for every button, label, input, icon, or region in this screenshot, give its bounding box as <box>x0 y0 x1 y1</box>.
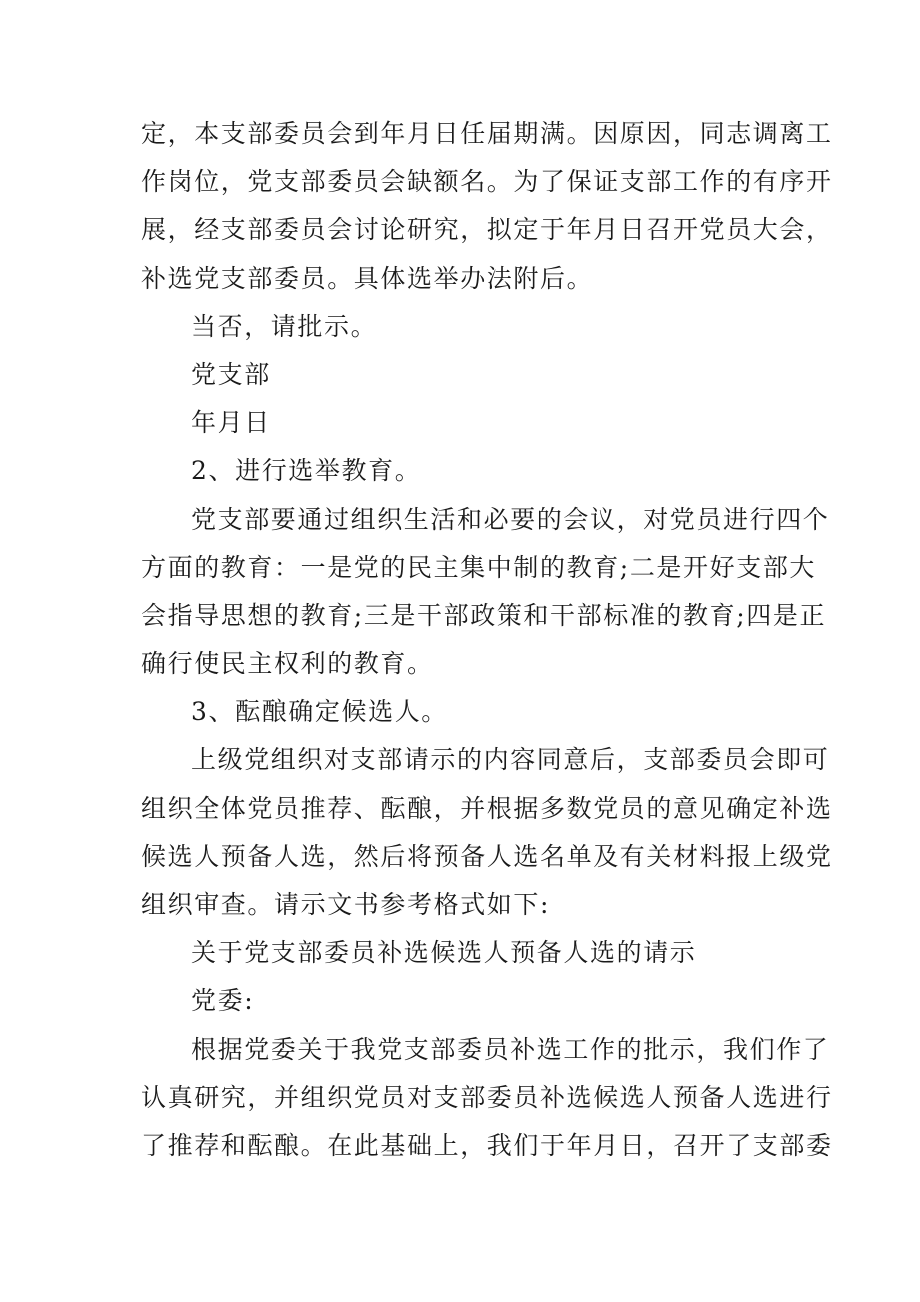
text-line: 会指导思想的教育;三是干部政策和干部标准的教育;四是正 <box>141 600 827 630</box>
text-line: 组织审查。请示文书参考格式如下: <box>141 890 551 919</box>
text-line: 上级党组织对支部请示的内容同意后，支部委员会即可 <box>191 745 830 775</box>
salutation: 党委: <box>191 986 255 1016</box>
signature-party-branch: 党支部 <box>191 359 271 389</box>
section-heading: 2、进行选举教育。 <box>191 456 422 486</box>
document-body <box>141 110 833 1170</box>
text-line: 定，本支部委员会到年月日任届期满。因原因，同志调离工 <box>141 119 833 148</box>
signature-date: 年月日 <box>191 408 271 438</box>
text-line: 组织全体党员推荐、酝酿，并根据多数党员的意见确定补选 <box>141 793 833 823</box>
text-line: 方面的教育：一是党的民主集中制的教育;二是开好支部大 <box>141 552 817 582</box>
text-line: 了推荐和酝酿。在此基础上，我们于年月日，召开了支部委 <box>141 1130 833 1160</box>
text-line: 确行使民主权利的教育。 <box>141 649 434 679</box>
text-line: 作岗位，党支部委员会缺额名。为了保证支部工作的有序开 <box>141 167 833 197</box>
text-line: 党支部要通过组织生活和必要的会议，对党员进行四个 <box>191 504 830 534</box>
text-line: 根据党委关于我党支部委员补选工作的批示，我们作了 <box>191 1034 830 1064</box>
text-line: 候选人预备人选，然后将预备人选名单及有关材料报上级党 <box>141 841 833 871</box>
text-line: 认真研究，并组织党员对支部委员补选候选人预备人选进行 <box>141 1082 833 1112</box>
text-line: 补选党支部委员。具体选举办法附后。 <box>141 263 594 293</box>
text-line: 展，经支部委员会讨论研究，拟定于年月日召开党员大会， <box>141 215 833 245</box>
section-heading: 3、酝酿确定候选人。 <box>191 697 448 727</box>
request-title: 关于党支部委员补选候选人预备人选的请示 <box>191 938 697 968</box>
text-line: 当否，请批示。 <box>191 311 378 341</box>
